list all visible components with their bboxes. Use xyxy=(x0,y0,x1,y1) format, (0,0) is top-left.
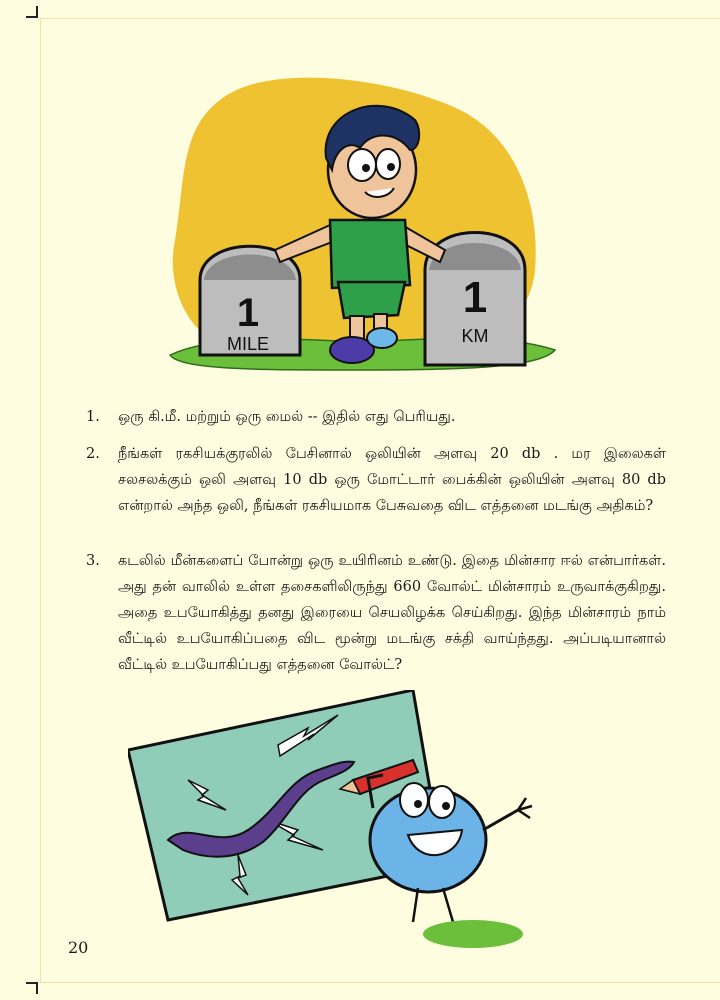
page-frame-left xyxy=(40,18,41,982)
milestone-right-unit: KM xyxy=(461,326,489,346)
page-number: 20 xyxy=(68,938,89,957)
grass-tuft xyxy=(423,920,523,948)
milestone-left-number: 1 xyxy=(236,291,260,335)
milestone-left-unit: MILE xyxy=(226,334,270,354)
question-1-number: 1. xyxy=(86,409,100,425)
electric-eel-board-illustration xyxy=(128,690,568,960)
page-frame-top xyxy=(40,18,720,19)
page-frame-bottom xyxy=(40,982,720,983)
question-2 xyxy=(86,441,666,519)
question-2-text: நீங்கள் ரகசியக்குரலில் பேசினால் ஒலியின் அளவு 20 db . மர இலைகள் சலசலக்கும் ஒலி அளவு 10 db ஒரு மோட்டார் பைக்கின் ஒலியின் அளவு 80 db என்றால் அந்த ஒலி, நீங்கள் ரகசியமாக பேசுவதை விட எத்தனை மடங்கு அதிகம்? xyxy=(118,446,666,514)
milestone-left xyxy=(200,246,300,355)
blue-character xyxy=(368,775,532,922)
crop-mark-top-left-v xyxy=(36,6,38,18)
boy-milestones-illustration xyxy=(160,70,560,400)
question-2-number: 2. xyxy=(86,446,100,462)
question-1-text: ஒரு கி.மீ. மற்றும் ஒரு மைல் -- இதில் எது பெரியது. xyxy=(118,409,456,425)
question-3-number: 3. xyxy=(86,553,100,569)
question-1 xyxy=(86,404,666,430)
milestone-right-number: 1 xyxy=(462,273,488,322)
crop-mark-bottom-left-v xyxy=(36,982,38,994)
question-3-text: கடலில் மீன்களைப் போன்று ஒரு உயிரினம் உண்டு. இதை மின்சார ஈல் என்பார்கள். அது தன் வாலில் உள்ள தசைகளிலிருந்து 660 வோல்ட் மின்சாரம் உருவாக்குகிறது. அதை உபயோகித்து தனது இரையை செயலிழக்க செய்கிறது. இந்த மின்சாரம் நாம் வீட்டில் உபயோகிப்பதை விட மூன்று மடங்கு சக்தி வாய்ந்தது. அப்படியானால் வீட்டில் உபயோகிப்பது எத்தனை வோல்ட்? xyxy=(118,553,666,673)
question-3 xyxy=(86,548,666,678)
